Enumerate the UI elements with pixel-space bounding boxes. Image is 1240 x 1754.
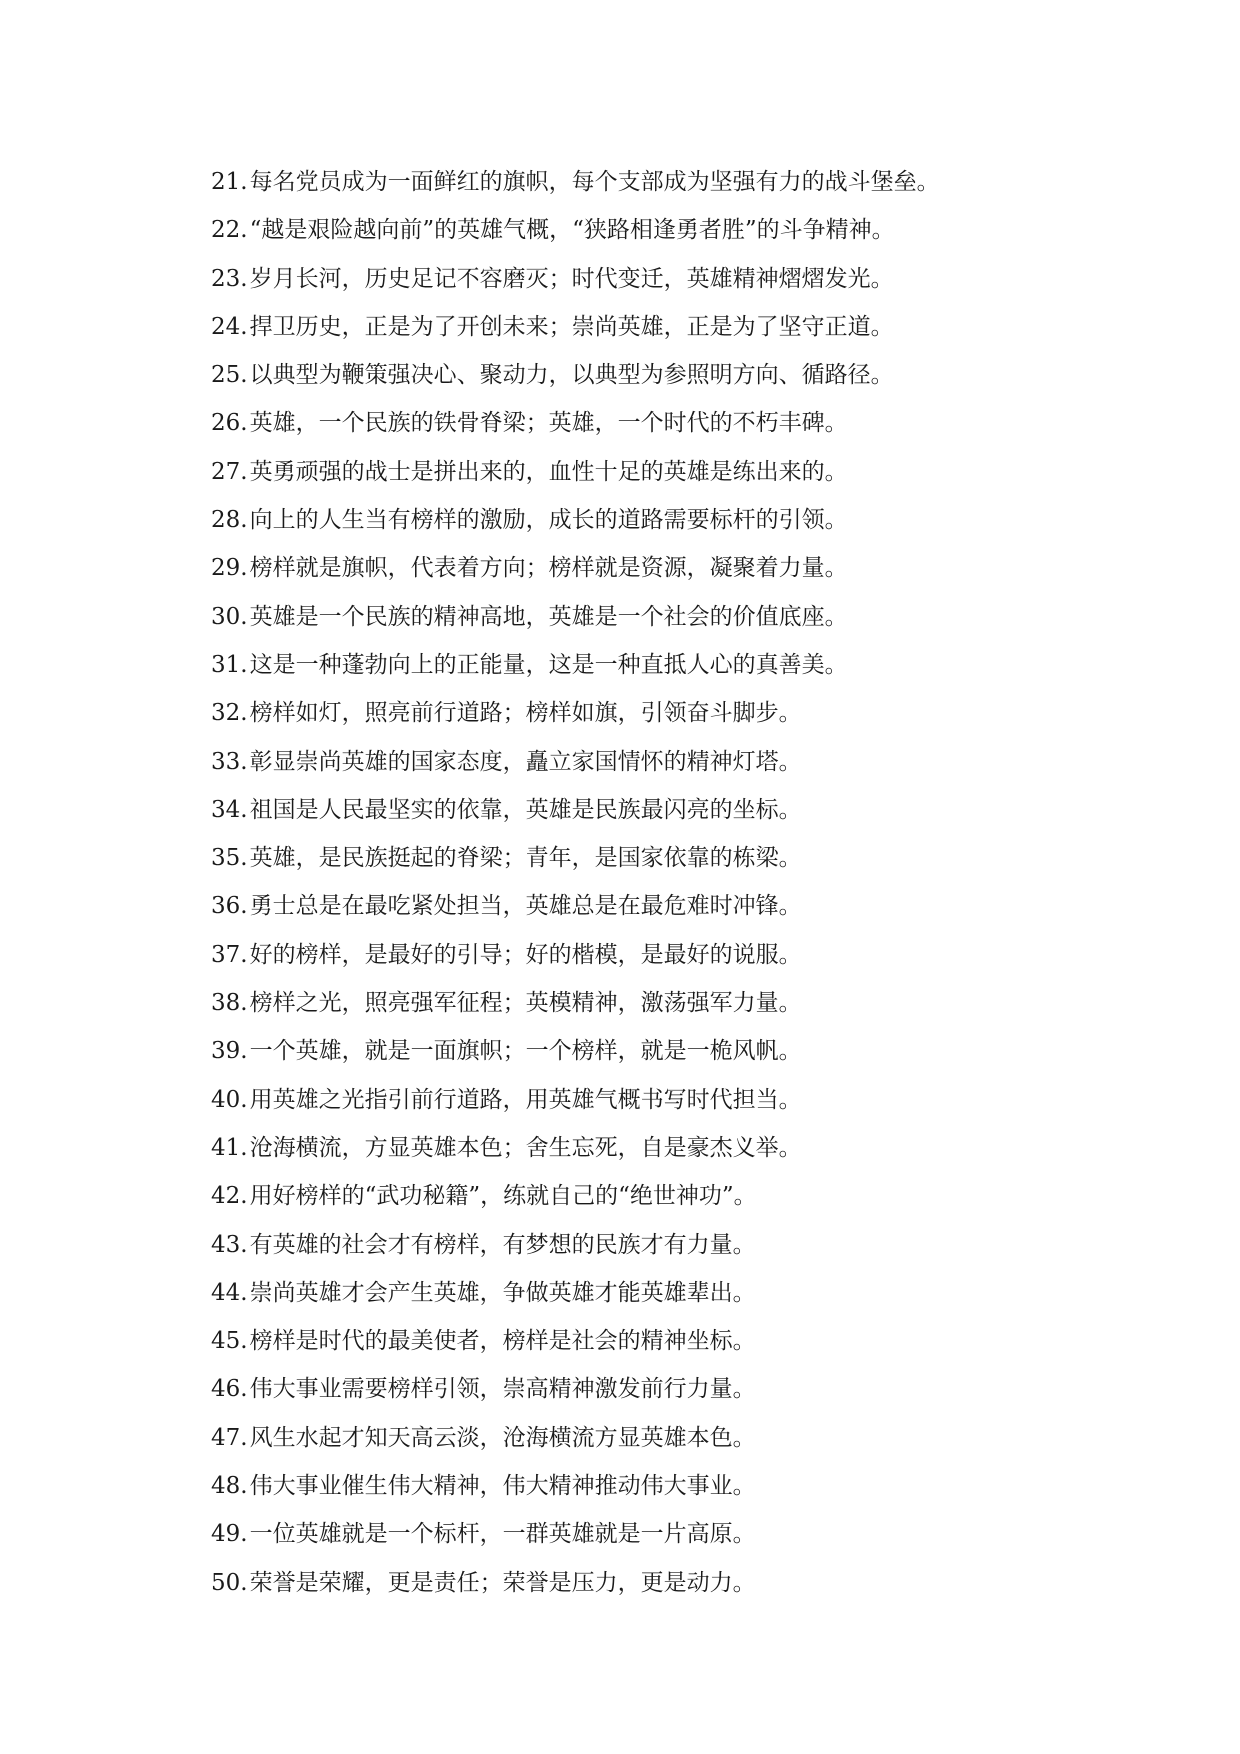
item-number: 49. xyxy=(211,1521,248,1548)
item-number: 40. xyxy=(211,1086,248,1113)
item-text: 沧海横流，方显英雄本色；舍生忘死，自是豪杰义举。 xyxy=(249,1134,802,1161)
item-number: 48. xyxy=(211,1473,248,1500)
item-number: 36. xyxy=(211,893,248,920)
item-number: 24. xyxy=(211,313,248,340)
item-number: 34. xyxy=(211,796,248,823)
item-number: 47. xyxy=(211,1424,248,1451)
item-text: 风生水起才知天高云淡，沧海横流方显英雄本色。 xyxy=(249,1424,756,1451)
list-item xyxy=(211,979,1191,1027)
list-item xyxy=(211,1027,1191,1075)
item-text: 向上的人生当有榜样的激励，成长的道路需要标杆的引领。 xyxy=(249,507,848,534)
item-text: 以典型为鞭策强决心、聚动力，以典型为参照明方向、循路径。 xyxy=(249,362,894,389)
item-text: 勇士总是在最吃紧处担当，英雄总是在最危难时冲锋。 xyxy=(249,893,802,920)
item-text: 榜样之光，照亮强军征程；英模精神，激荡强军力量。 xyxy=(249,990,802,1017)
item-text: 伟大事业催生伟大精神，伟大精神推动伟大事业。 xyxy=(249,1473,756,1500)
list-item xyxy=(211,303,1191,351)
item-number: 28. xyxy=(211,507,248,534)
item-number: 42. xyxy=(211,1183,248,1210)
item-text: 榜样就是旗帜，代表着方向；榜样就是资源，凝聚着力量。 xyxy=(249,555,848,582)
item-number: 23. xyxy=(211,265,248,292)
list-item xyxy=(211,882,1191,930)
item-number: 31. xyxy=(211,651,248,678)
list-item xyxy=(211,1414,1191,1462)
item-text: 用英雄之光指引前行道路，用英雄气概书写时代担当。 xyxy=(249,1086,802,1113)
item-text: 英雄，一个民族的铁骨脊梁；英雄，一个时代的不朽丰碑。 xyxy=(249,410,848,437)
item-text: 英雄是一个民族的精神高地，英雄是一个社会的价值底座。 xyxy=(249,603,848,630)
item-text: 一位英雄就是一个标杆，一群英雄就是一片高原。 xyxy=(249,1521,756,1548)
list-item xyxy=(211,158,1191,206)
item-text: 这是一种蓬勃向上的正能量，这是一种直抵人心的真善美。 xyxy=(249,651,848,678)
list-item xyxy=(211,738,1191,786)
item-text: 好的榜样，是最好的引导；好的楷模，是最好的说服。 xyxy=(249,941,802,968)
item-number: 37. xyxy=(211,941,248,968)
list-item xyxy=(211,1510,1191,1558)
list-item xyxy=(211,496,1191,544)
list-item xyxy=(211,1172,1191,1220)
list-item xyxy=(211,544,1191,592)
item-text: “越是艰险越向前”的英雄气概，“狭路相逢勇者胜”的斗争精神。 xyxy=(249,217,895,244)
item-number: 41. xyxy=(211,1134,248,1161)
item-number: 22. xyxy=(211,217,248,244)
item-text: 崇尚英雄才会产生英雄，争做英雄才能英雄辈出。 xyxy=(249,1279,756,1306)
item-number: 29. xyxy=(211,555,248,582)
list-item xyxy=(211,1559,1191,1607)
list-item xyxy=(211,689,1191,737)
item-number: 27. xyxy=(211,458,248,485)
list-item xyxy=(211,641,1191,689)
list-item xyxy=(211,1365,1191,1413)
list-item xyxy=(211,1124,1191,1172)
list-item xyxy=(211,786,1191,834)
item-number: 45. xyxy=(211,1328,248,1355)
list-item xyxy=(211,1221,1191,1269)
item-text: 岁月长河，历史足记不容磨灭；时代变迁，英雄精神熠熠发光。 xyxy=(249,265,894,292)
item-text: 有英雄的社会才有榜样，有梦想的民族才有力量。 xyxy=(249,1231,756,1258)
list-item xyxy=(211,399,1191,447)
item-number: 32. xyxy=(211,700,248,727)
item-text: 英勇顽强的战士是拼出来的，血性十足的英雄是练出来的。 xyxy=(249,458,848,485)
list-item xyxy=(211,834,1191,882)
item-text: 英雄，是民族挺起的脊梁；青年，是国家依靠的栋梁。 xyxy=(249,845,802,872)
list-item xyxy=(211,255,1191,303)
list-item xyxy=(211,593,1191,641)
item-number: 50. xyxy=(211,1569,248,1596)
item-number: 44. xyxy=(211,1279,248,1306)
item-number: 38. xyxy=(211,990,248,1017)
item-text: 荣誉是荣耀，更是责任；荣誉是压力，更是动力。 xyxy=(249,1569,756,1596)
list-item xyxy=(211,448,1191,496)
item-number: 26. xyxy=(211,410,248,437)
item-text: 祖国是人民最坚实的依靠，英雄是民族最闪亮的坐标。 xyxy=(249,796,802,823)
numbered-list xyxy=(211,158,1191,1607)
item-number: 46. xyxy=(211,1376,248,1403)
list-item xyxy=(211,351,1191,399)
item-text: 榜样如灯，照亮前行道路；榜样如旗，引领奋斗脚步。 xyxy=(249,700,802,727)
item-text: 彰显崇尚英雄的国家态度，矗立家国情怀的精神灯塔。 xyxy=(249,748,802,775)
item-number: 35. xyxy=(211,845,248,872)
item-number: 30. xyxy=(211,603,248,630)
item-text: 每名党员成为一面鲜红的旗帜，每个支部成为坚强有力的战斗堡垒。 xyxy=(249,169,940,195)
item-number: 33. xyxy=(211,748,248,775)
item-number: 21. xyxy=(211,169,248,195)
item-number: 43. xyxy=(211,1231,248,1258)
list-item xyxy=(211,1269,1191,1317)
list-item xyxy=(211,1462,1191,1510)
item-text: 榜样是时代的最美使者，榜样是社会的精神坐标。 xyxy=(249,1328,756,1355)
item-number: 39. xyxy=(211,1038,248,1065)
item-text: 一个英雄，就是一面旗帜；一个榜样，就是一桅风帆。 xyxy=(249,1038,802,1065)
list-item xyxy=(211,206,1191,254)
list-item xyxy=(211,931,1191,979)
item-text: 捍卫历史，正是为了开创未来；崇尚英雄，正是为了坚守正道。 xyxy=(249,313,894,340)
item-number: 25. xyxy=(211,362,248,389)
item-text: 伟大事业需要榜样引领，崇高精神激发前行力量。 xyxy=(249,1376,756,1403)
item-text: 用好榜样的“武功秘籍”，练就自己的“绝世神功”。 xyxy=(249,1183,757,1210)
list-item xyxy=(211,1076,1191,1124)
list-item xyxy=(211,1317,1191,1365)
